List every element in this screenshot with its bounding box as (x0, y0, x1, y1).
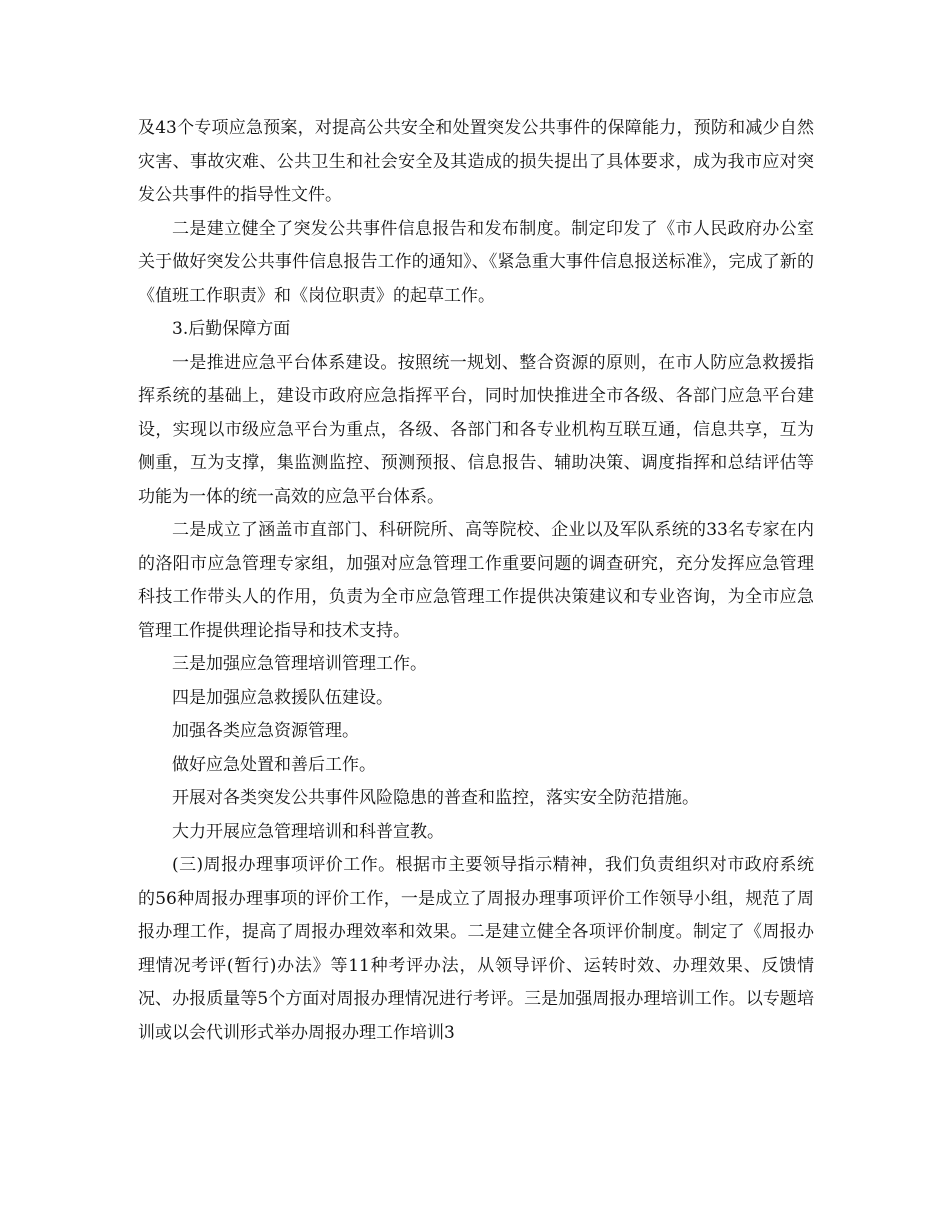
paragraph: 大力开展应急管理培训和科普宣教。 (172, 821, 444, 842)
paragraph: 做好应急处置和善后工作。 (172, 754, 376, 775)
paragraph: 一是推进应急平台体系建设。按照统一规划、整合资源的原则，在市人防应急救援指挥系统的基础上，建设市政府应急指挥平台，同时加快推进全市各级、各部门应急平台建设，实现以市级应急平台为重点，各级、各部门和各专业机构互联互通，信息共享，互为侧重，互为支撑，集监测监控、预测预报、信息报告、辅助决策、调度指挥和总结评估等功能为一体的统一高效的应急平台体系。 (138, 352, 814, 507)
paragraph: 二是成立了涵盖市直部门、科研院所、高等院校、企业以及军队系统的33名专家在内的洛阳市应急管理专家组，加强对应急管理工作重要问题的调查研究，充分发挥应急管理科技工作带头人的作用，负责为全市应急管理工作提供决策建议和专业咨询，为全市应急管理工作提供理论指导和技术支持。 (138, 520, 814, 641)
document-body (138, 112, 814, 1050)
paragraph: 及43个专项应急预案，对提高公共安全和处置突发公共事件的保障能力，预防和减少自然灾害、事故灾难、公共卫生和社会安全及其造成的损失提出了具体要求，成为我市应对突发公共事件的指导性文件。 (138, 118, 814, 205)
paragraph: (三)周报办理事项评价工作。根据市主要领导指示精神，我们负责组织对市政府系统的56种周报办理事项的评价工作，一是成立了周报办理事项评价工作领导小组，规范了周报办理工作，提高了周报办理效率和效果。二是建立健全各项评价制度。制定了《周报办理情况考评(暂行)办法》等11种考评办法，从领导评价、运转时效、办理效果、反馈情况、办报质量等5个方面对周报办理情况进行考评。三是加强周报办理培训工作。以专题培训或以会代训形式举办周报办理工作培训3 (138, 855, 814, 1043)
paragraph: 开展对各类突发公共事件风险隐患的普查和监控，落实安全防范措施。 (172, 788, 699, 808)
paragraph: 四是加强应急救援队伍建设。 (172, 687, 393, 708)
paragraph: 二是建立健全了突发公共事件信息报告和发布制度。制定印发了《市人民政府办公室关于做好突发公共事件信息报告工作的通知》、《紧急重大事件信息报送标准》，完成了新的《值班工作职责》和《岗位职责》的起草工作。 (138, 218, 814, 306)
section-heading: 3.后勤保障方面 (172, 319, 291, 339)
paragraph: 三是加强应急管理培训管理工作。 (172, 654, 427, 674)
paragraph: 加强各类应急资源管理。 (172, 721, 359, 741)
